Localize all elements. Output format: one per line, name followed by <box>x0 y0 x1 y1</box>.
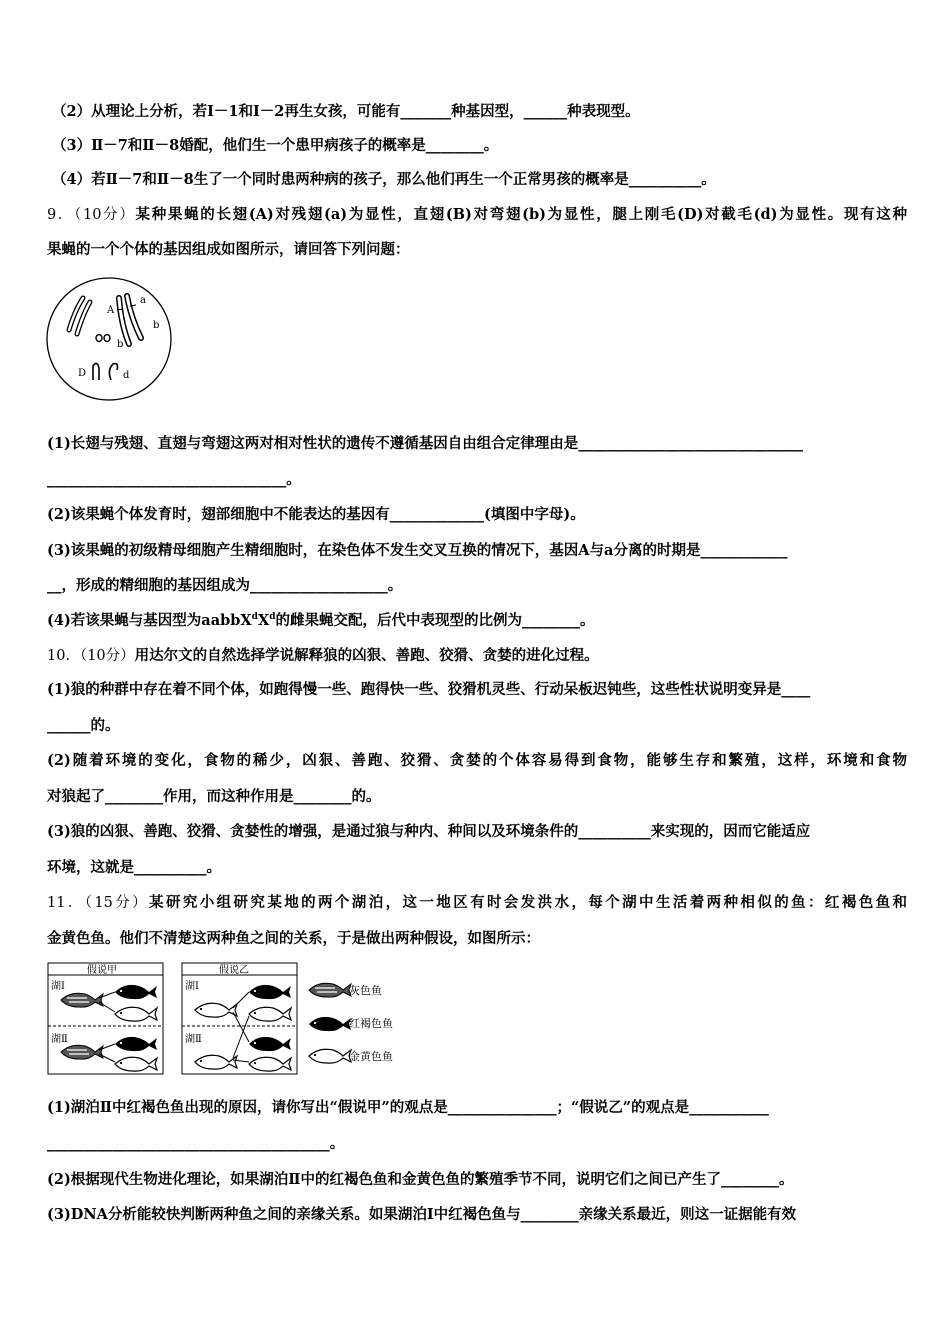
q11-number: 11． <box>47 895 85 911</box>
cell-membrane <box>47 278 171 400</box>
q10-stem <box>47 646 907 666</box>
q10-sub3-line2: 环境，这就是__________。 <box>47 859 221 876</box>
gene-label-b-lower: b <box>117 339 124 350</box>
q9-sub1-line2: _________________________________。 <box>47 471 301 488</box>
hypothesis-2-lake2: 湖Ⅱ <box>185 1034 202 1045</box>
q9-stem-line2: 果蝇的一个个体的基因组成如图所示，请回答下列问题： <box>47 241 410 258</box>
q11-points: （15分） <box>84 895 150 911</box>
dot-chromosome-1 <box>96 335 102 342</box>
q10-sub1-line2: ______的。 <box>47 717 120 734</box>
gene-label-b-upper: b <box>153 320 160 331</box>
q10-sub2-line2: 对狼起了________作用，而这种作用是________的。 <box>47 788 381 805</box>
q10-number: 10． <box>47 648 80 664</box>
q11-stem-text: 某研究小组研究某地的两个湖泊，这一地区有时会发洪水，每个湖中生活着两种相似的鱼：红褐色鱼和 <box>149 894 908 911</box>
q11-sub3: (3)DNA分析能较快判断两种鱼之间的亲缘关系。如果湖泊Ⅰ中红褐色鱼与________亲缘关系最近，则这一证据能有效 <box>47 1206 797 1223</box>
x-chromosome <box>93 363 99 380</box>
q10-stem-text: 用达尔文的自然选择学说解释狼的凶狠、善跑、狡猾、贪婪的进化过程。 <box>134 647 599 664</box>
golden-fish-icon <box>115 1057 157 1071</box>
q11-sub2: (2)根据现代生物进化理论，如果湖泊Ⅱ中的红褐色鱼和金黄色鱼的繁殖季节不同，说明它们之间已产生了________。 <box>47 1171 794 1188</box>
legend-grey-fish-icon <box>309 983 351 997</box>
hypothesis-1-lake2: 湖Ⅱ <box>51 1034 68 1045</box>
gene-label-A: A <box>107 305 115 316</box>
gene-label-d: d <box>123 370 130 381</box>
q10-sub1-line1: (1)狼的种群中存在着不同个体，如跑得慢一些、跑得快一些、狡猾机灵些、行动呆板迟钝些，这些性状说明变异是____ <box>47 681 811 698</box>
golden-fish-icon <box>249 1057 291 1071</box>
red-brown-fish-icon <box>115 985 157 999</box>
q9-stem-line1 <box>47 205 907 225</box>
hypothesis-2-lake1: 湖Ⅰ <box>185 981 199 992</box>
q9-sub1-line1: (1)长翅与残翅、直翅与弯翅这两对相对性状的遗传不遵循基因自由组合定律理由是_______________________________ <box>47 435 804 452</box>
y-chromosome <box>109 364 117 380</box>
q9-sub2: (2)该果蝇个体发育时，翅部细胞中不能表达的基因有_____________(填图中字母)。 <box>47 506 585 523</box>
q10-points: （10分） <box>79 648 135 664</box>
q8-part2: （2）从理论上分析，若Ⅰ－1和Ⅰ－2再生女孩，可能有_______种基因型，______种表现型。 <box>52 103 640 120</box>
q9-sub3-line1: (3)该果蝇的初级精母细胞产生精细胞时，在染色体不发生交叉互换的情况下，基因A与a分离的时期是____________ <box>47 542 788 559</box>
q10-sub3-line1: (3)狼的凶狠、善跑、狡猾、贪婪性的增强，是通过狼与种内、种间以及环境条件的__________来实现的，因而它能适应 <box>47 823 811 840</box>
q9-stem-text: 某种果蝇的长翅(A)对残翅(a)为显性，直翅(B)对弯翅(b)为显性，腿上刚毛(D)对截毛(d)为显性。现有这种 <box>135 206 907 223</box>
q8-part4: （4）若Ⅱ－7和Ⅱ－8生了一个同时患两种病的孩子，那么他们再生一个正常男孩的概率是__________。 <box>52 171 716 188</box>
q10-sub2-line1: (2)随着环境的变化，食物的稀少，凶狠、善跑、狡猾、贪婪的个体容易得到食物，能够生存和繁殖，这样，环境和食物 <box>47 752 907 769</box>
gene-label-a: a <box>140 295 146 306</box>
golden-fish-icon <box>115 1007 157 1021</box>
hypothesis-1-title: 假说甲 <box>87 965 117 976</box>
chromosome-figure <box>45 276 175 402</box>
q11-stem-line2: 金黄色鱼。他们不清楚这两种鱼之间的关系，于是做出两种假设，如图所示： <box>47 930 540 947</box>
q11-sub1-line2: _______________________________________。 <box>47 1135 345 1152</box>
legend-red-brown: 红褐色鱼 <box>349 1017 393 1030</box>
legend-grey: 灰色鱼 <box>349 984 382 997</box>
red-brown-fish-icon <box>115 1037 157 1051</box>
q9-points: （10分） <box>74 207 136 223</box>
q11-sub1-line1: (1)湖泊Ⅱ中红褐色鱼出现的原因，请你写出“假说甲”的观点是_______________；“假说乙”的观点是___________ <box>47 1099 769 1116</box>
q9-sub4: (4)若该果蝇与基因型为$aabbX^dX^d$的雌果蝇交配，后代中表现型的比例为________。 <box>47 612 595 629</box>
legend-golden: 金黄色鱼 <box>349 1050 393 1063</box>
legend-red-brown-fish-icon <box>309 1017 351 1031</box>
gene-label-D: D <box>78 368 87 379</box>
q11-stem-line1 <box>47 893 907 913</box>
golden-fish-icon <box>249 1007 291 1021</box>
q9-number: 9． <box>47 207 75 223</box>
grey-fish-icon <box>61 1045 103 1059</box>
q8-part3: （3）Ⅱ－7和Ⅱ－8婚配，他们生一个患甲病孩子的概率是________。 <box>52 137 499 154</box>
fish-hypothesis-figure <box>47 962 407 1076</box>
golden-fish-icon <box>195 1055 237 1069</box>
dot-chromosome-2 <box>104 335 110 342</box>
hypothesis-1-lake1: 湖Ⅰ <box>51 981 65 992</box>
grey-fish-icon <box>61 993 103 1007</box>
hypothesis-2-title: 假说乙 <box>219 965 249 976</box>
golden-fish-icon <box>195 1003 237 1017</box>
q9-sub3-line2: __，形成的精细胞的基因组成为___________________。 <box>47 577 403 594</box>
legend-golden-fish-icon <box>309 1049 351 1063</box>
red-brown-fish-icon <box>249 1037 291 1051</box>
red-brown-fish-icon <box>249 985 291 999</box>
